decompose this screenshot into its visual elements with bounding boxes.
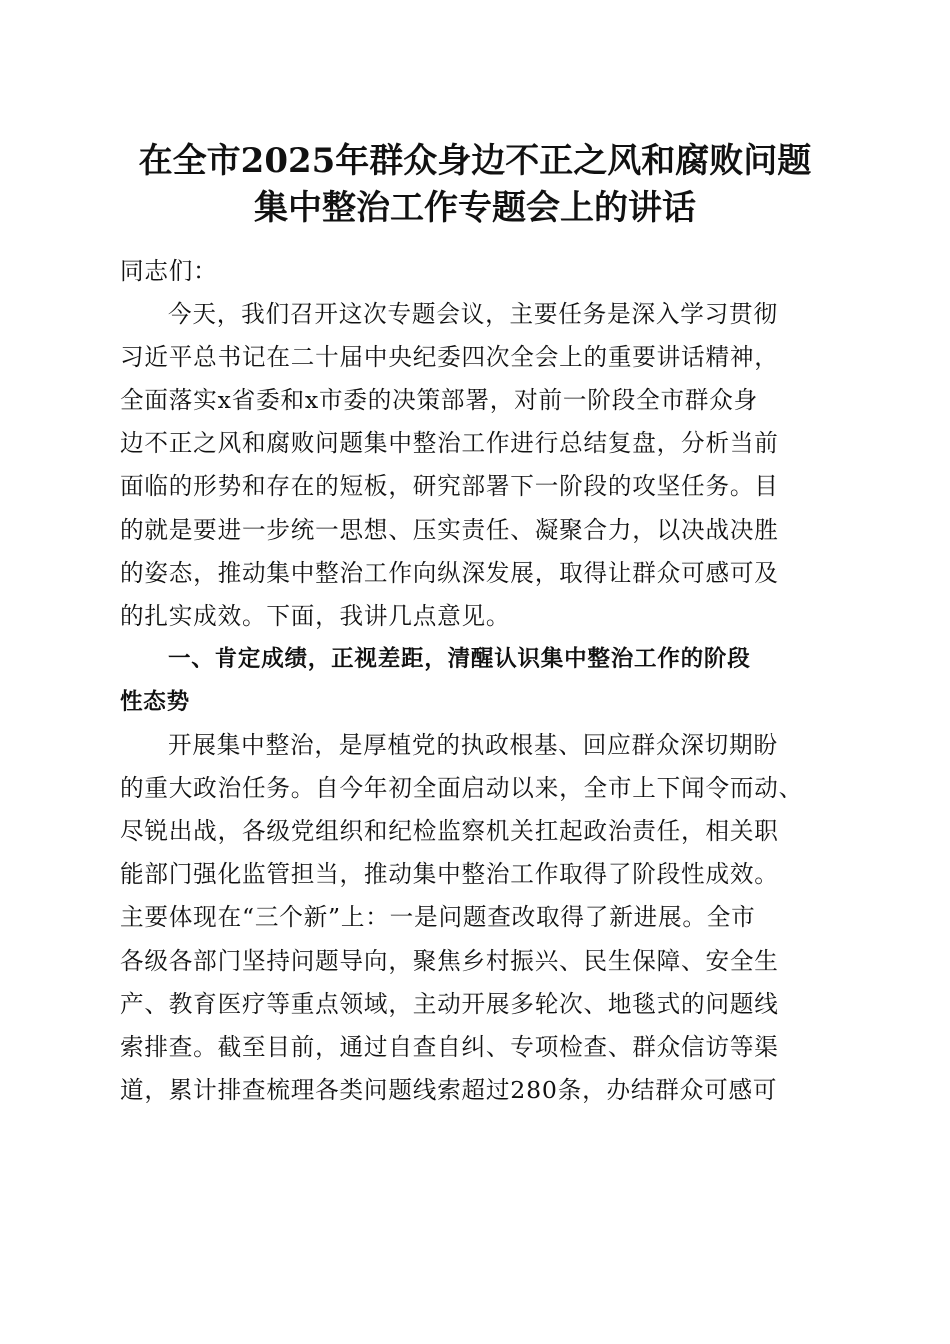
paragraph-line: 能部门强化监管担当，推动集中整治工作取得了阶段性成效。 — [120, 860, 779, 889]
paragraph-line: 尽锐出战，各级党组织和纪检监察机关扛起政治责任，相关职 — [120, 817, 779, 846]
paragraph-line: 边不正之风和腐败问题集中整治工作进行总结复盘，分析当前 — [120, 429, 779, 458]
paragraph-line: 各级各部门坚持问题导向，聚焦乡村振兴、民生保障、安全生 — [120, 946, 779, 975]
paragraph-line: 索排查。截至目前，通过自查自纠、专项检查、群众信访等渠 — [120, 1032, 779, 1061]
paragraph-line: 面临的形势和存在的短板，研究部署下一阶段的攻坚任务。目 — [120, 472, 779, 501]
paragraph-line: 的就是要进一步统一思想、压实责任、凝聚合力，以决战决胜 — [120, 515, 779, 544]
paragraph-line: 道，累计排查梳理各类问题线索超过280条，办结群众可感可 — [120, 1075, 778, 1104]
paragraph-line: 的姿态，推动集中整治工作向纵深发展，取得让群众可感可及 — [120, 558, 779, 587]
heading-line: 性态势 — [120, 688, 190, 715]
paragraph-section-1 — [120, 724, 832, 1112]
paragraph-line: 开展集中整治，是厚植党的执政根基、回应群众深切期盼 — [168, 731, 778, 760]
paragraph-line: 的重大政治任务。自今年初全面启动以来，全市上下闻令而动、 — [120, 774, 804, 803]
document-body — [120, 250, 832, 1112]
salutation: 同志们： — [120, 257, 218, 285]
document-title-line-2: 集中整治工作专题会上的讲话 — [254, 188, 696, 228]
paragraph-line: 习近平总书记在二十届中央纪委四次全会上的重要讲话精神， — [120, 343, 779, 372]
paragraph-line: 主要体现在“三个新”上：一是问题查改取得了新进展。全市 — [120, 903, 756, 932]
document-title-line-1: 在全市2025年群众身边不正之风和腐败问题 — [138, 141, 812, 181]
section-heading-1 — [120, 638, 832, 724]
paragraph-line: 产、教育医疗等重点领域，主动开展多轮次、地毯式的问题线 — [120, 989, 779, 1018]
paragraph-intro — [120, 293, 832, 638]
paragraph-line: 全面落实x省委和x市委的决策部署，对前一阶段全市群众身 — [120, 386, 759, 415]
paragraph-line: 的扎实成效。下面，我讲几点意见。 — [120, 601, 511, 630]
paragraph-line: 今天，我们召开这次专题会议，主要任务是深入学习贯彻 — [168, 300, 778, 329]
heading-line: 一、肯定成绩，正视差距，清醒认识集中整治工作的阶段 — [168, 645, 751, 672]
